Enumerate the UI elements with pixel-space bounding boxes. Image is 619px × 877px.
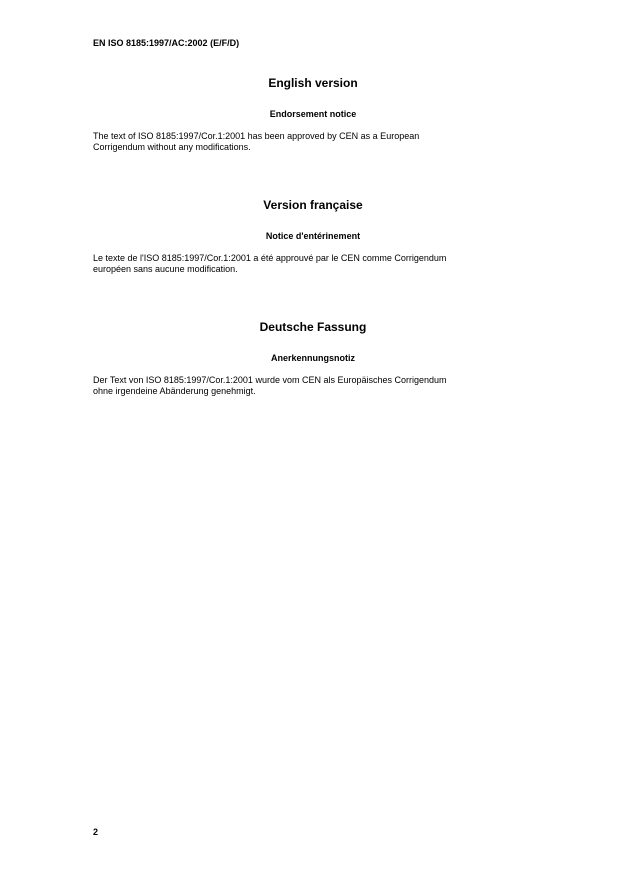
- section-title-french: Version française: [263, 198, 363, 212]
- body-line: ohne irgendeine Abänderung genehmigt.: [93, 386, 256, 396]
- section-title-german: Deutsche Fassung: [259, 320, 367, 334]
- section-french: [93, 198, 533, 275]
- body-line: Le texte de l'ISO 8185:1997/Cor.1:2001 a été approuvé par le CEN comme Corrigendum: [93, 253, 447, 263]
- body-line: Corrigendum without any modifications.: [93, 142, 251, 152]
- document-id-header: EN ISO 8185:1997/AC:2002 (E/F/D): [93, 38, 240, 48]
- body-line: européen sans aucune modification.: [93, 264, 238, 274]
- section-subtitle-english: Endorsement notice: [269, 109, 357, 119]
- section-english: [93, 76, 533, 153]
- body-line: Der Text von ISO 8185:1997/Cor.1:2001 wurde vom CEN als Europäisches Corrigendum: [93, 375, 447, 385]
- section-body-english: [93, 131, 533, 153]
- section-subtitle-german: Anerkennungsnotiz: [270, 353, 355, 363]
- section-body-french: [93, 253, 533, 275]
- body-line: The text of ISO 8185:1997/Cor.1:2001 has been approved by CEN as a European: [93, 131, 420, 141]
- section-body-german: [93, 375, 533, 397]
- section-title-english: English version: [268, 76, 358, 90]
- section-subtitle-french: Notice d'entérinement: [265, 231, 361, 241]
- section-german: [93, 320, 533, 397]
- page-number: 2: [93, 827, 99, 837]
